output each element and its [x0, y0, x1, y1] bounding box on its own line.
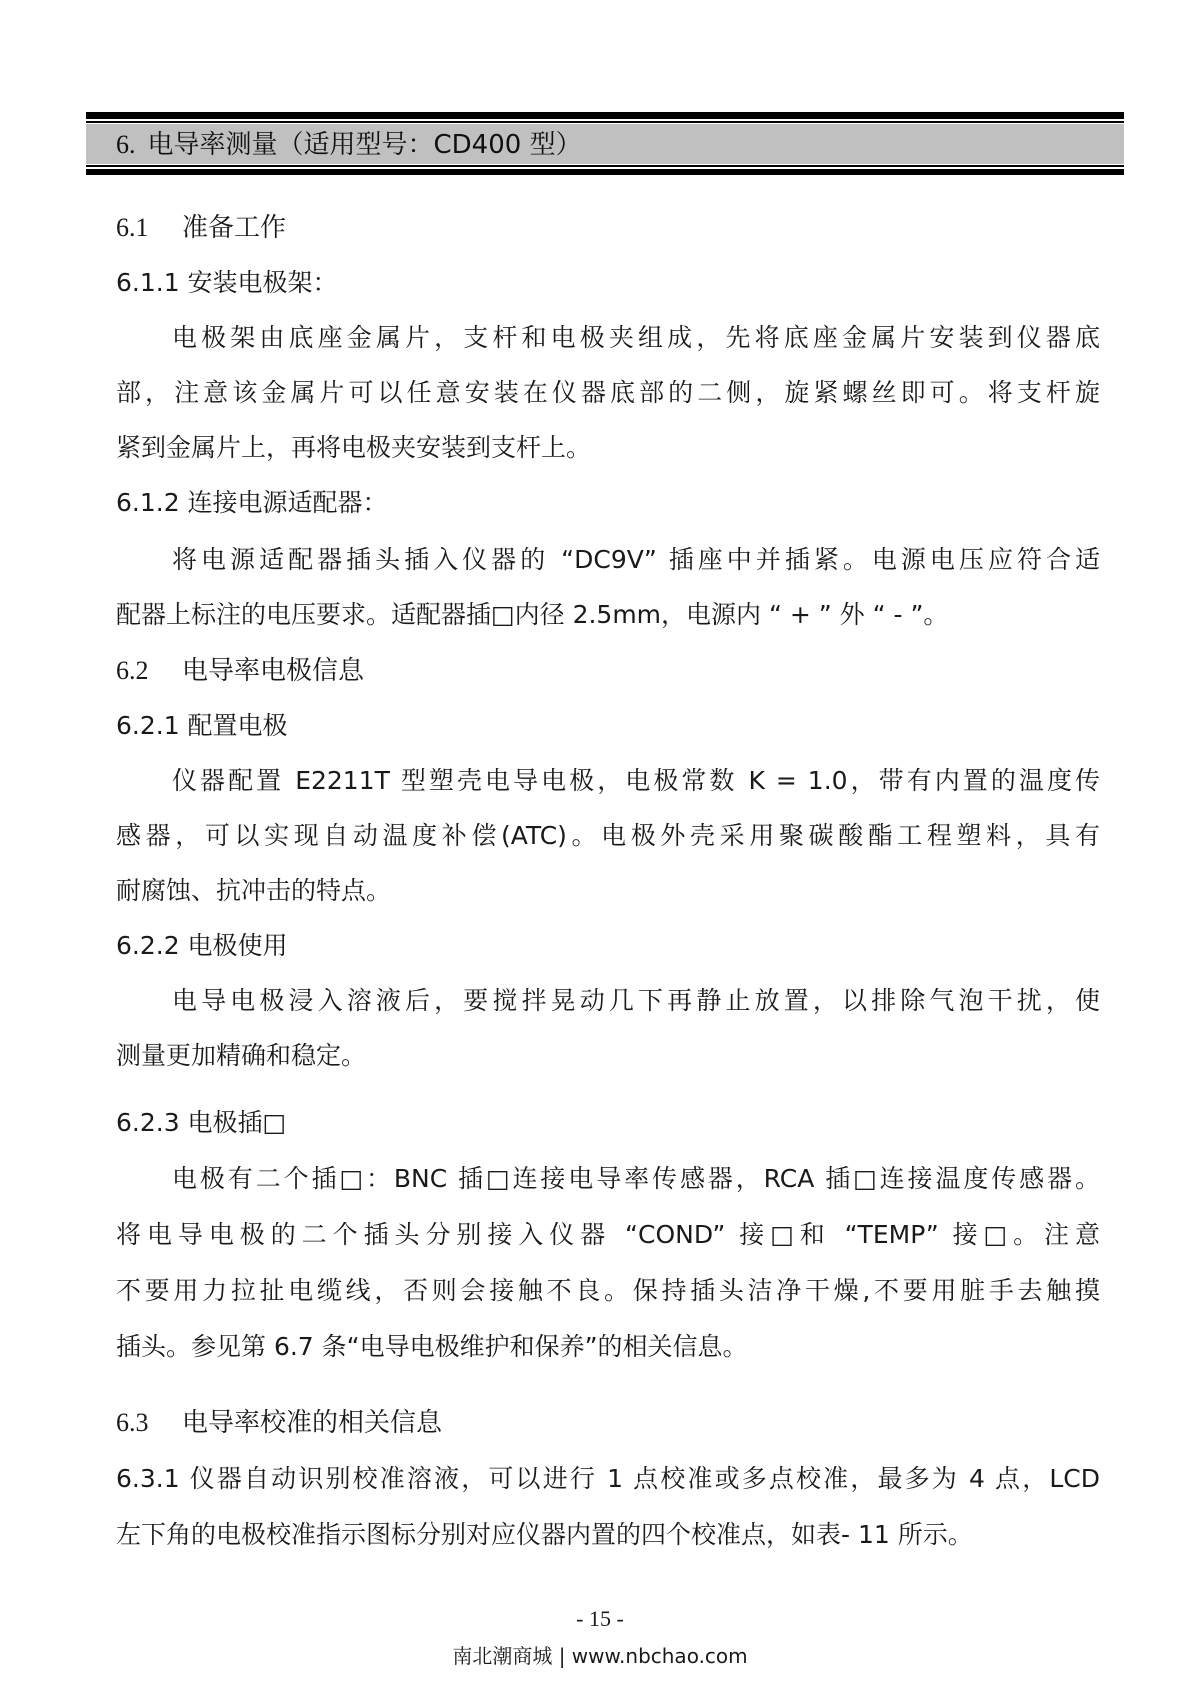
subsection-heading-6-2-1: 6.2.1 配置电极 [116, 711, 288, 740]
paragraph-line: 将电源适配器插头插入仪器的 “DC9V” 插座中并插紧。电源电压应符合适 [172, 545, 1100, 574]
header-rule-bottom-thin [86, 165, 1124, 167]
paragraph-line: 不要用力拉扯电缆线，否则会接触不良。保持插头洁净干燥,不要用脏手去触摸 [116, 1276, 1100, 1305]
chapter-header [86, 112, 1124, 174]
subsection-heading-6-2-3: 6.2.3 电极插□ [116, 1108, 287, 1137]
header-rule-bottom [86, 169, 1124, 175]
paragraph-line: 将电导电极的二个插头分别接入仪器 “COND” 接□和 “TEMP” 接□。注意 [116, 1220, 1100, 1249]
chapter-title [116, 124, 582, 164]
paragraph-line: 感器，可以实现自动温度补偿(ATC)。电极外壳采用聚碳酸酯工程塑料，具有 [116, 821, 1100, 850]
section-number: 6.2 [116, 656, 149, 685]
header-rule-top [86, 112, 1124, 119]
chapter-title-text: 电导率测量（适用型号：CD400 型） [147, 130, 582, 160]
paragraph-line: 紧到金属片上，再将电极夹安装到支杆上。 [116, 433, 592, 462]
section-heading-6-1 [116, 213, 286, 243]
paragraph-line: 电极有二个插□：BNC 插□连接电导率传感器，RCA 插□连接温度传感器。 [172, 1164, 1100, 1193]
paragraph-line: 耐腐蚀、抗冲击的特点。 [116, 876, 392, 905]
paragraph-line: 部，注意该金属片可以任意安装在仪器底部的二侧，旋紧螺丝即可。将支杆旋 [116, 378, 1100, 407]
chapter-number: 6. [116, 130, 136, 159]
header-rule-top-thin [86, 121, 1124, 123]
paragraph-line: 电导电极浸入溶液后，要搅拌晃动几下再静止放置，以排除气泡干扰，使 [172, 986, 1100, 1015]
section-title: 电导率电极信息 [182, 656, 365, 686]
paragraph-line: 配器上标注的电压要求。适配器插□内径 2.5mm，电源内 “ + ” 外 “ - ”。 [116, 600, 949, 629]
paragraph-line: 6.3.1 仪器自动识别校准溶液，可以进行 1 点校准或多点校准，最多为 4 点，LCD [116, 1464, 1100, 1493]
footer-watermark: 南北潮商城 | www.nbchao.com [452, 1644, 748, 1668]
paragraph-line: 左下角的电极校准指示图标分别对应仪器内置的四个校准点，如表- 11 所示。 [116, 1520, 973, 1549]
section-heading-6-2 [116, 656, 364, 686]
page-number: - 15 - [576, 1606, 624, 1631]
paragraph-line: 仪器配置 E2211T 型塑壳电导电极，电极常数 K = 1.0，带有内置的温度传 [172, 766, 1100, 795]
section-title: 准备工作 [182, 213, 287, 243]
section-number: 6.3 [116, 1408, 149, 1437]
subsection-heading-6-1-1: 6.1.1 安装电极架： [116, 268, 338, 297]
section-heading-6-3 [116, 1408, 442, 1438]
subsection-heading-6-2-2: 6.2.2 电极使用 [116, 931, 288, 960]
section-title: 电导率校准的相关信息 [182, 1408, 443, 1438]
paragraph-line: 电极架由底座金属片，支杆和电极夹组成，先将底座金属片安装到仪器底 [172, 323, 1100, 352]
section-number: 6.1 [116, 213, 149, 242]
paragraph-line: 插头。参见第 6.7 条“电导电极维护和保养”的相关信息。 [116, 1332, 748, 1361]
subsection-heading-6-1-2: 6.1.2 连接电源适配器： [116, 488, 388, 517]
paragraph-line: 测量更加精确和稳定。 [116, 1041, 367, 1070]
